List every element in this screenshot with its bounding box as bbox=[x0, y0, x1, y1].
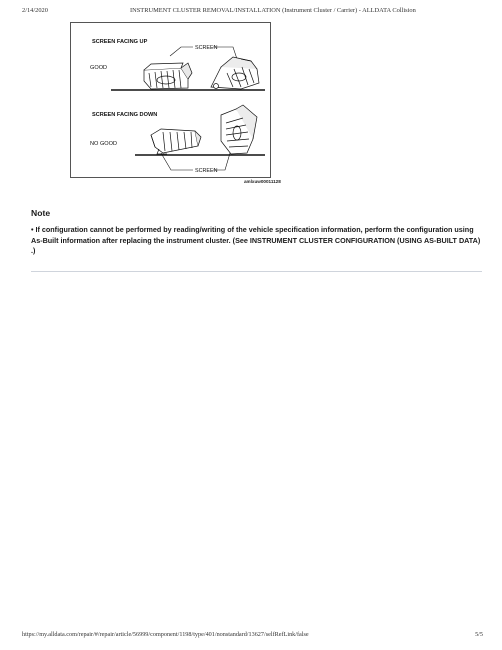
cluster-orientation-figure bbox=[70, 22, 271, 178]
cluster-screen-up-tilted bbox=[211, 57, 259, 89]
section-divider bbox=[31, 271, 482, 272]
label-no-good: NO GOOD bbox=[90, 141, 118, 147]
cluster-screen-down-upright bbox=[221, 105, 257, 154]
label-good: GOOD bbox=[90, 65, 108, 71]
note-body: • If configuration cannot be performed by reading/writing of the vehicle specification information, perform the configuration using As-Built information after replacing the instrument cluster. (See INSTRUMENT CLUSTER CONFIGURATION (USING AS-BUILT DATA) .) bbox=[31, 225, 481, 255]
label-screen-bottom: SCREEN bbox=[195, 168, 218, 174]
figure-code: amlxuw00011128 bbox=[244, 179, 281, 184]
label-screen-facing-down: SCREEN FACING DOWN bbox=[92, 112, 158, 118]
cluster-screen-down-flat bbox=[151, 129, 201, 154]
cluster-screen-up-flat bbox=[144, 63, 192, 89]
label-screen-facing-up: SCREEN FACING UP bbox=[92, 39, 148, 45]
print-date: 2/14/2020 bbox=[22, 7, 48, 14]
print-title: INSTRUMENT CLUSTER REMOVAL/INSTALLATION (Instrument Cluster / Carrier) - ALLDATA Collision bbox=[130, 7, 416, 14]
label-screen-top: SCREEN bbox=[195, 45, 218, 51]
page-number: 5/5 bbox=[475, 631, 483, 638]
orientation-illustration bbox=[71, 23, 272, 179]
note-title: Note bbox=[31, 208, 51, 218]
print-url: https://my.alldata.com/repair/#/repair/article/56999/component/1198/type/401/nonstandard/13627/selfRefLink/false bbox=[22, 631, 309, 638]
